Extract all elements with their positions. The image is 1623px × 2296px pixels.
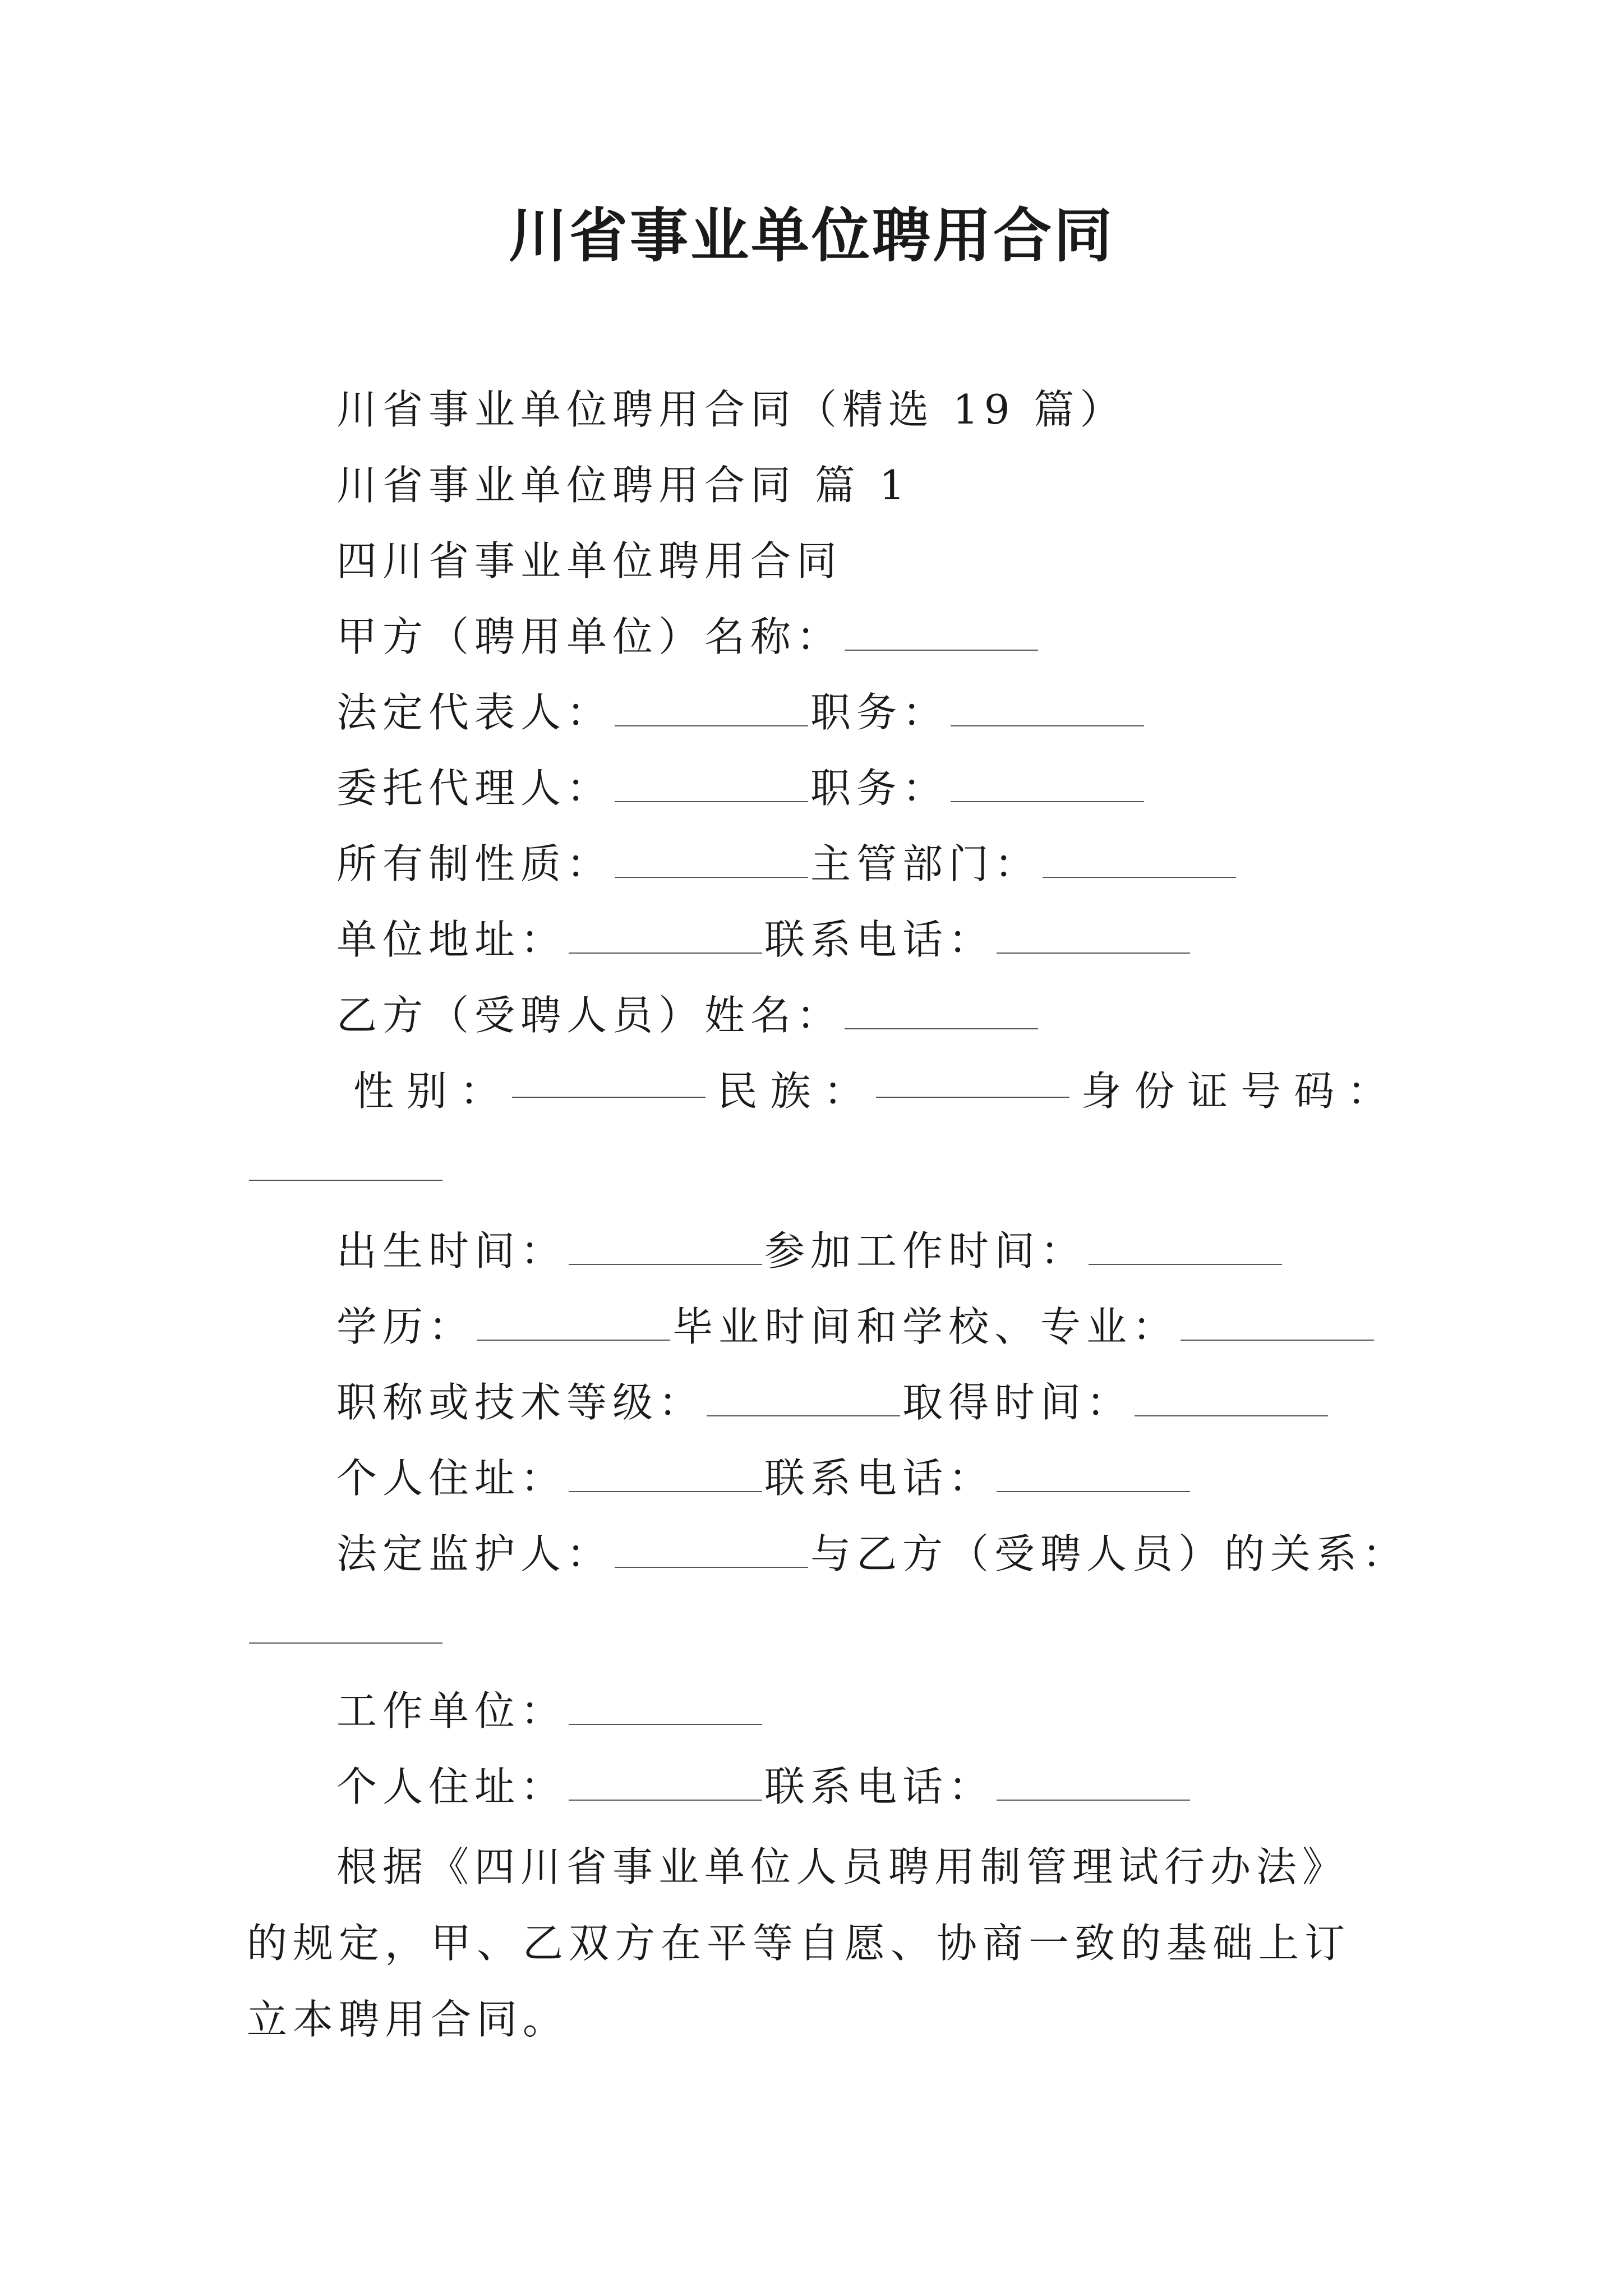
document-title: 川省事业单位聘用合同 bbox=[508, 201, 1114, 270]
obtain-time-blank[interactable] bbox=[1135, 1382, 1328, 1416]
gender-line bbox=[353, 1063, 1387, 1119]
contract-name-line bbox=[336, 533, 1387, 589]
guardian-line bbox=[336, 1526, 1409, 1582]
obtain-time-label: 取得时间： bbox=[902, 1379, 1133, 1426]
party-b-line bbox=[336, 987, 1387, 1043]
guardian-address-blank[interactable] bbox=[569, 1766, 762, 1801]
education-blank[interactable] bbox=[477, 1306, 670, 1341]
legal-rep-blank[interactable] bbox=[615, 692, 808, 726]
home-address-blank[interactable] bbox=[569, 1457, 762, 1492]
position-blank[interactable] bbox=[951, 692, 1144, 726]
ownership-label: 所有制性质： bbox=[336, 840, 613, 887]
birth-label: 出生时间： bbox=[336, 1227, 567, 1274]
title-level-line bbox=[336, 1374, 1387, 1430]
graduation-blank[interactable] bbox=[1181, 1306, 1374, 1341]
education-label: 学历： bbox=[336, 1303, 475, 1350]
work-start-blank[interactable] bbox=[1089, 1230, 1282, 1265]
birth-blank[interactable] bbox=[569, 1230, 762, 1265]
employer-blank[interactable] bbox=[569, 1690, 762, 1725]
legal-rep-label: 法定代表人： bbox=[336, 689, 613, 736]
section-heading bbox=[336, 457, 1387, 513]
gender-blank[interactable] bbox=[512, 1063, 706, 1098]
home-address-line bbox=[336, 1450, 1387, 1506]
gender-label: 性 别 ： bbox=[353, 1068, 500, 1115]
address-blank[interactable] bbox=[569, 919, 762, 954]
guardian-phone-label: 联系电话： bbox=[764, 1763, 995, 1810]
title-level-label: 职称或技术等级： bbox=[336, 1379, 705, 1426]
relation-continuation bbox=[247, 1602, 1387, 1658]
home-phone-label: 联系电话： bbox=[764, 1455, 995, 1502]
employer-line bbox=[336, 1683, 1387, 1739]
agent-line bbox=[336, 760, 1387, 816]
section-heading-text: 川省事业单位聘用合同 篇 1 bbox=[336, 462, 911, 509]
guardian-address-label: 个人住址： bbox=[336, 1763, 567, 1810]
ethnicity-blank[interactable] bbox=[876, 1063, 1069, 1098]
id-number-label: 身 份 证 号 码 ： bbox=[1081, 1068, 1387, 1115]
contract-name-text: 四川省事业单位聘用合同 bbox=[336, 537, 843, 585]
birth-line bbox=[336, 1223, 1387, 1279]
address-label: 单位地址： bbox=[336, 916, 567, 963]
ownership-blank[interactable] bbox=[615, 843, 808, 878]
phone-label: 联系电话： bbox=[764, 916, 995, 963]
guardian-address-line bbox=[336, 1759, 1387, 1815]
basis-paragraph: 根据《四川省事业单位人员聘用制管理试行办法》的规定，甲、乙双方在平等自愿、协商一致的基础上订立本聘用合同。 bbox=[247, 1843, 1351, 2043]
education-line bbox=[336, 1299, 1387, 1355]
agent-label: 委托代理人： bbox=[336, 765, 613, 812]
graduation-label: 毕业时间和学校、专业： bbox=[672, 1303, 1179, 1350]
relation-blank[interactable] bbox=[249, 1609, 442, 1644]
party-b-blank[interactable] bbox=[845, 995, 1038, 1029]
id-number-continuation bbox=[247, 1139, 1387, 1195]
home-phone-blank[interactable] bbox=[997, 1457, 1190, 1492]
guardian-label: 法定监护人： bbox=[336, 1530, 613, 1577]
guardian-phone-blank[interactable] bbox=[997, 1766, 1190, 1801]
work-start-label: 参加工作时间： bbox=[764, 1227, 1087, 1274]
party-a-line bbox=[336, 609, 1387, 665]
subtitle-line bbox=[336, 381, 1387, 438]
agent-position-label: 职务： bbox=[810, 765, 949, 812]
dept-label: 主管部门： bbox=[810, 840, 1041, 887]
subtitle-text: 川省事业单位聘用合同（精选 19 篇） bbox=[336, 386, 1126, 433]
party-a-label: 甲方（聘用单位）名称： bbox=[336, 613, 843, 660]
ethnicity-label: 民 族 ： bbox=[717, 1068, 864, 1115]
title-level-blank[interactable] bbox=[707, 1382, 900, 1416]
agent-blank[interactable] bbox=[615, 767, 808, 802]
phone-blank[interactable] bbox=[997, 919, 1190, 954]
employer-label: 工作单位： bbox=[336, 1687, 567, 1734]
address-line bbox=[336, 912, 1387, 968]
dept-blank[interactable] bbox=[1043, 843, 1236, 878]
guardian-blank[interactable] bbox=[615, 1533, 808, 1568]
agent-position-blank[interactable] bbox=[951, 767, 1144, 802]
ownership-line bbox=[336, 836, 1387, 892]
relation-label: 与乙方（受聘人员）的关系： bbox=[810, 1530, 1409, 1577]
legal-rep-line bbox=[336, 684, 1387, 740]
party-b-label: 乙方（受聘人员）姓名： bbox=[336, 992, 843, 1039]
position-label: 职务： bbox=[810, 689, 949, 736]
party-a-blank[interactable] bbox=[845, 616, 1038, 651]
id-number-blank[interactable] bbox=[249, 1146, 442, 1181]
home-address-label: 个人住址： bbox=[336, 1455, 567, 1502]
